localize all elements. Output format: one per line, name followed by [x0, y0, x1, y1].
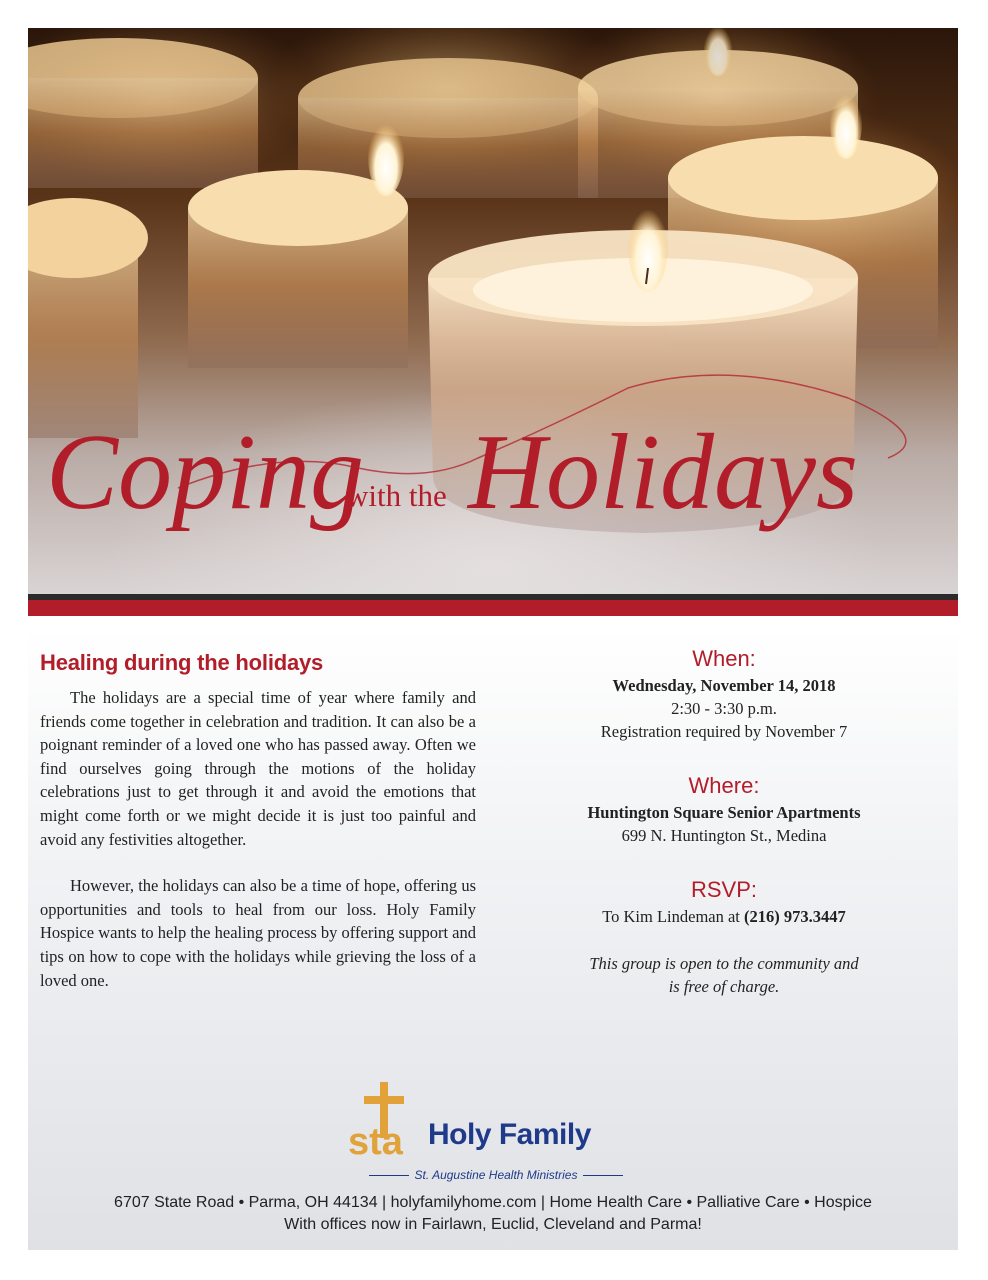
registration-note: Registration required by November 7 [600, 722, 848, 741]
divider-red [28, 600, 958, 616]
article-column [40, 650, 476, 992]
event-details [548, 646, 900, 998]
event-time: 2:30 - 3:30 p.m. [671, 699, 777, 718]
footer [28, 1192, 958, 1236]
footer-contact-line: 6707 State Road • Parma, OH 44134 | holyfamilyhome.com | Home Health Care • Palliative Care • Hospice [114, 1194, 872, 1211]
article-paragraph: The holidays are a special time of year where family and friends come together in celebration and tradition. It can also be a poignant reminder of a loved one who has passed away. Often we find ourselves going through the motions of the holiday celebrations just to get through it and avoid the emotions that might come forth or we might decide it is just too painful and avoid any festivities altogether. [40, 688, 476, 849]
title-with-the: with the [346, 478, 447, 513]
article-paragraph: However, the holidays can also be a time of hope, offering us opportunities and tools to heal from our loss. Holy Family Hospice wants to help the healing process by offering support and tips on how to cope with the holidays while grieving the loss of a loved one. [40, 876, 476, 990]
logo-subtitle: St. Augustine Health Ministries [346, 1168, 646, 1182]
when-heading: When: [692, 646, 756, 671]
footer-offices-line: With offices now in Fairlawn, Euclid, Cleveland and Parma! [284, 1216, 702, 1233]
rsvp-prefix: To Kim Lindeman at [602, 907, 740, 926]
open-note-line2: is free of charge. [668, 977, 780, 996]
when-section [548, 646, 900, 743]
flyer-page [28, 28, 958, 1250]
venue-name: Huntington Square Senior Apartments [587, 803, 861, 822]
rsvp-heading: RSVP: [690, 877, 758, 902]
rsvp-line [548, 905, 900, 928]
venue-address: 699 N. Huntington St., Medina [621, 826, 827, 845]
where-heading: Where: [688, 773, 760, 798]
hero-candles-image [28, 28, 958, 594]
event-date: Wednesday, November 14, 2018 [612, 676, 836, 695]
cross-icon [346, 1080, 426, 1164]
article-heading: Healing during the holidays [40, 650, 324, 675]
holy-family-logo [346, 1080, 646, 1180]
title-coping: Coping [46, 413, 365, 532]
rsvp-phone[interactable]: (216) 973.3447 [744, 907, 846, 926]
open-note-line1: This group is open to the community and [589, 954, 859, 973]
logo-mark-text: sta [348, 1121, 403, 1163]
where-section [548, 773, 900, 847]
title-holidays: Holidays [468, 413, 858, 532]
title-overlay [28, 28, 958, 594]
logo-name: Holy Family [428, 1118, 591, 1151]
rsvp-section [548, 877, 900, 928]
